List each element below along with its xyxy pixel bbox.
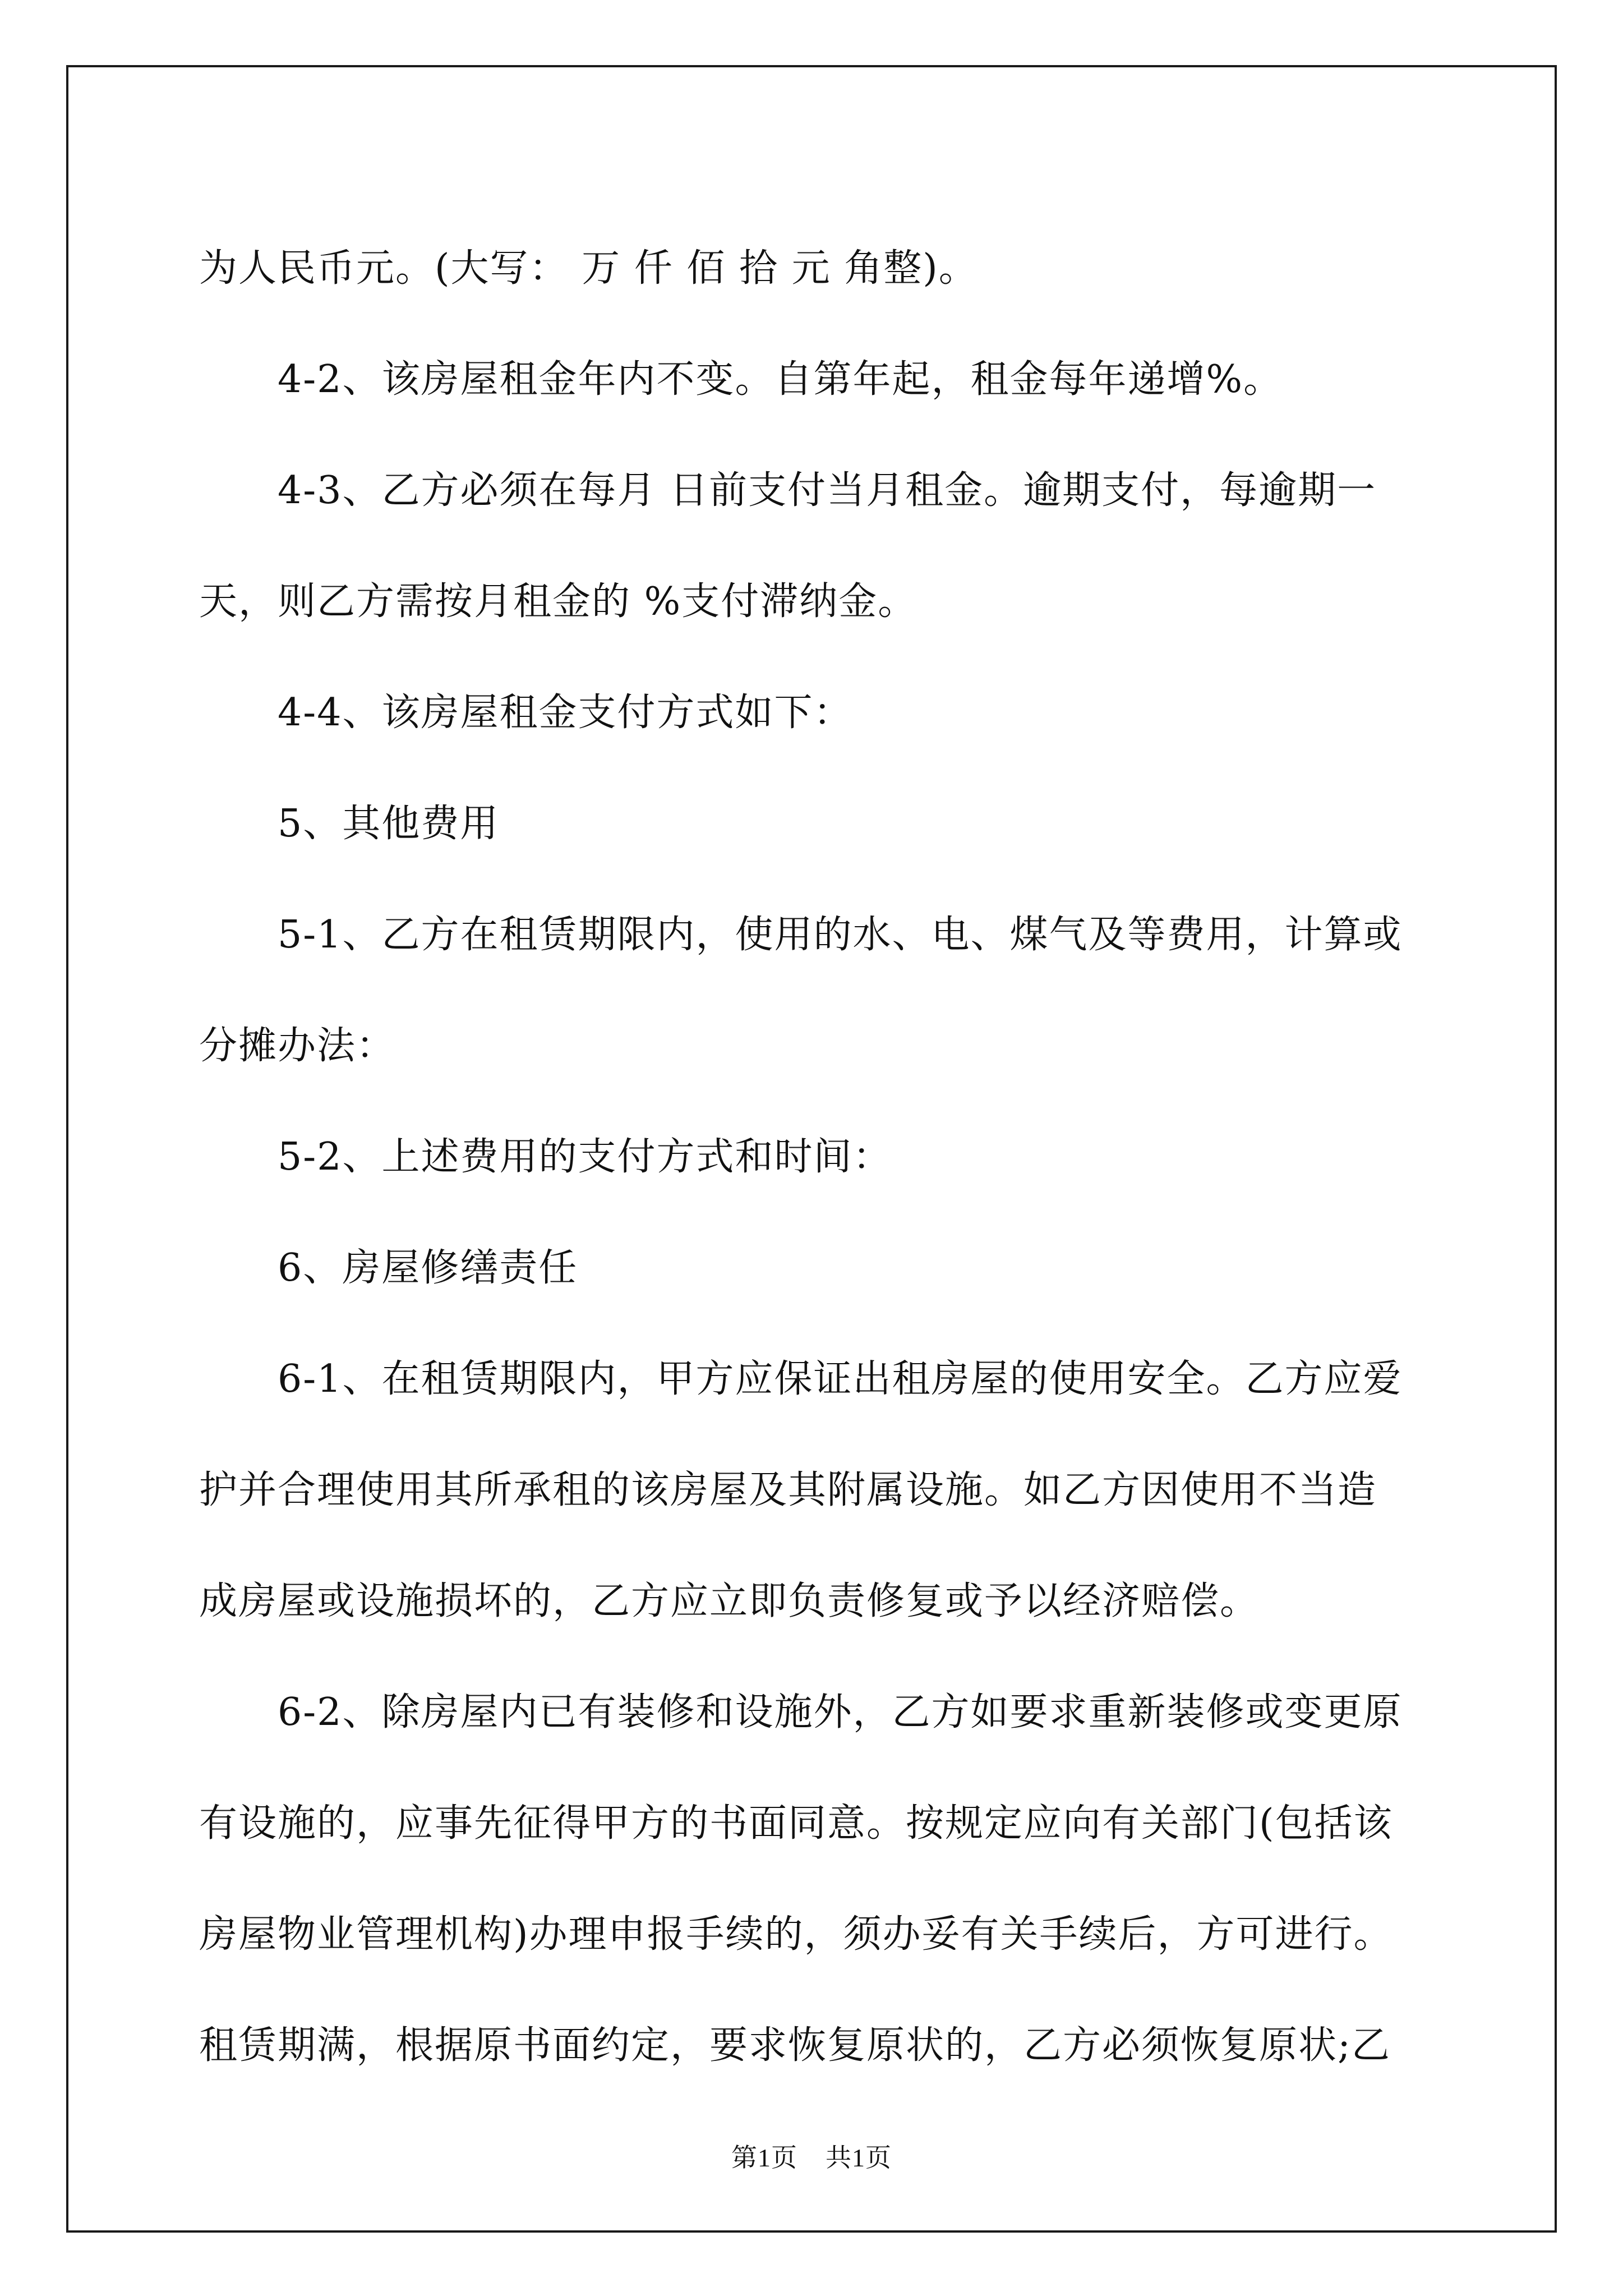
text-line: 有设施的，应事先征得甲方的书面同意。按规定应向有关部门(包括该 — [199, 1801, 1393, 1846]
text-line: 成房屋或设施损坏的，乙方应立即负责修复或予以经济赔偿。 — [199, 1579, 1260, 1623]
text-line: 天，则乙方需按月租金的 %支付滞纳金。 — [199, 579, 917, 624]
text-line: 租赁期满，根据原书面约定，要求恢复原状的，乙方必须恢复原状;乙 — [199, 2023, 1391, 2068]
text-line: 5-1、乙方在租赁期限内，使用的水、电、煤气及等费用，计算或 — [278, 913, 1403, 957]
text-line: 6、房屋修缮责任 — [278, 1246, 578, 1290]
text-line: 分摊办法： — [199, 1024, 396, 1068]
text-line: 4-2、该房屋租金年内不变。自第年起，租金每年递增%。 — [278, 357, 1283, 402]
page-total: 共1页 — [826, 2143, 892, 2172]
text-line: 房屋物业管理机构)办理申报手续的，须办妥有关手续后，方可进行。 — [199, 1912, 1393, 1957]
text-line: 6-1、在租赁期限内，甲方应保证出租房屋的使用安全。乙方应爱 — [278, 1357, 1403, 1401]
text-line: 6-2、除房屋内已有装修和设施外，乙方如要求重新装修或变更原 — [278, 1690, 1403, 1734]
text-line: 为人民币元。(大写： 万 仟 佰 拾 元 角整)。 — [199, 246, 978, 291]
page-footer — [0, 2137, 1623, 2174]
text-line: 护并合理使用其所承租的该房屋及其附属设施。如乙方因使用不当造 — [199, 1468, 1377, 1512]
text-line: 4-4、该房屋租金支付方式如下： — [278, 691, 853, 735]
page-number: 第1页 — [731, 2143, 797, 2172]
text-line: 5-2、上述费用的支付方式和时间： — [278, 1135, 892, 1179]
document-body — [199, 213, 1467, 2101]
text-line: 4-3、乙方必须在每月 日前支付当月租金。逾期支付，每逾期一 — [278, 468, 1377, 513]
text-line: 5、其他费用 — [278, 802, 500, 846]
